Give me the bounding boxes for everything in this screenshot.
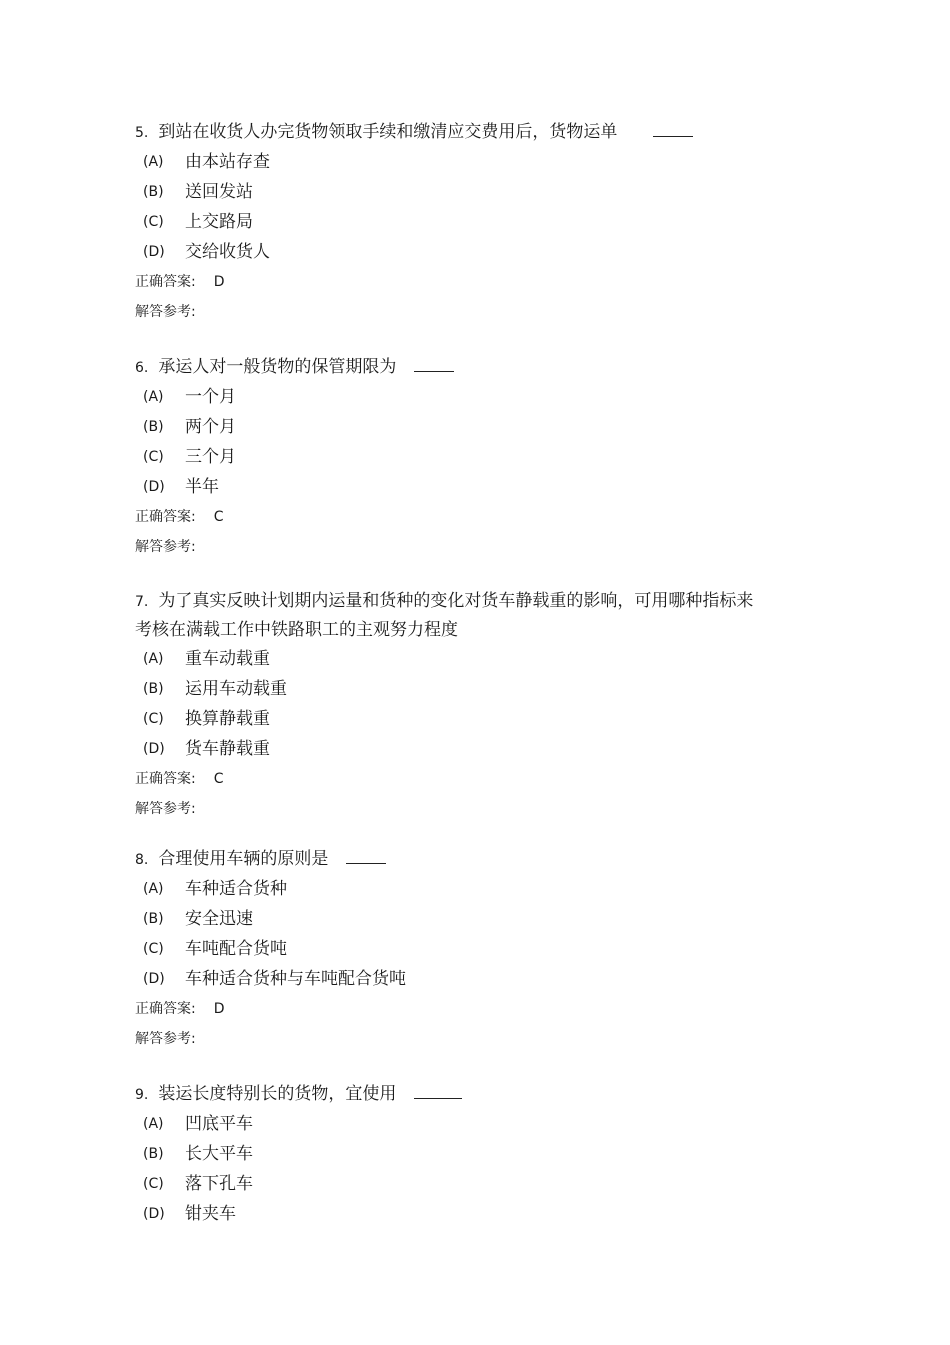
option-text: 换算静载重: [185, 709, 270, 729]
option-text: 重车动载重: [185, 649, 270, 669]
option-letter: (C): [143, 214, 164, 230]
option-text: 车种适合货种与车吨配合货吨: [185, 969, 406, 989]
answer-label: 正确答案:: [135, 509, 196, 525]
question-stem: [135, 1080, 775, 1109]
option-text: 车吨配合货吨: [185, 939, 287, 959]
answer-value: C: [213, 509, 224, 525]
question-number: 5.: [135, 125, 149, 141]
question-9: [135, 1080, 775, 1229]
answer-label: 正确答案:: [135, 274, 196, 290]
explanation: [135, 297, 775, 327]
option-letter: (C): [143, 711, 164, 727]
answer-blank: [414, 1084, 462, 1099]
question-6: [135, 353, 775, 562]
option-c: [135, 442, 775, 472]
option-letter: (A): [143, 1116, 164, 1132]
option-letter: (D): [143, 741, 165, 757]
question-8: [135, 845, 775, 1054]
option-text: 三个月: [185, 447, 236, 467]
option-letter: (B): [143, 911, 164, 927]
correct-answer: [135, 764, 755, 794]
answer-blank: [346, 849, 386, 864]
answer-blank: [414, 357, 454, 372]
option-text: 车种适合货种: [185, 879, 287, 899]
question-7: [135, 587, 755, 824]
option-text: 由本站存查: [185, 152, 270, 172]
question-number: 7.: [135, 594, 149, 610]
option-letter: (A): [143, 651, 164, 667]
option-letter: (D): [143, 479, 165, 495]
answer-value: D: [213, 1001, 225, 1017]
option-d: [135, 964, 775, 994]
option-text: 送回发站: [185, 182, 253, 202]
option-letter: (A): [143, 389, 164, 405]
option-a: [135, 147, 775, 177]
correct-answer: [135, 502, 775, 532]
option-a: [135, 874, 775, 904]
option-text: 安全迅速: [185, 909, 253, 929]
option-d: [135, 237, 775, 267]
option-text: 钳夹车: [185, 1204, 236, 1224]
explanation-label: 解答参考:: [135, 1031, 196, 1047]
question-number: 8.: [135, 852, 149, 868]
explanation: [135, 794, 755, 824]
explanation: [135, 1024, 775, 1054]
question-stem: [135, 845, 775, 874]
option-a: [135, 382, 775, 412]
option-letter: (B): [143, 1146, 164, 1162]
question-number: 6.: [135, 360, 149, 376]
question-stem: [135, 353, 775, 382]
answer-value: D: [213, 274, 225, 290]
explanation-label: 解答参考:: [135, 539, 196, 555]
option-b: [135, 412, 775, 442]
option-text: 一个月: [185, 387, 236, 407]
option-text: 落下孔车: [185, 1174, 253, 1194]
option-letter: (C): [143, 941, 164, 957]
option-letter: (A): [143, 154, 164, 170]
answer-label: 正确答案:: [135, 771, 196, 787]
answer-value: C: [213, 771, 224, 787]
option-letter: (B): [143, 419, 164, 435]
question-5: [135, 118, 775, 327]
question-text: 合理使用车辆的原则是: [158, 849, 329, 869]
option-letter: (A): [143, 881, 164, 897]
explanation: [135, 532, 775, 562]
option-letter: (B): [143, 184, 164, 200]
option-b: [135, 904, 775, 934]
option-letter: (D): [143, 971, 165, 987]
option-text: 交给收货人: [185, 242, 270, 262]
question-text: 为了真实反映计划期内运量和货种的变化对货车静载重的影响，可用哪种指标来考核在满载工作中铁路职工的主观努力程度: [135, 591, 754, 640]
question-stem: [135, 587, 755, 644]
option-text: 两个月: [185, 417, 236, 437]
option-text: 半年: [185, 477, 219, 497]
option-b: [135, 674, 755, 704]
question-text: 到站在收货人办完货物领取手续和缴清应交费用后，货物运单: [158, 122, 618, 142]
option-b: [135, 1139, 775, 1169]
option-d: [135, 734, 755, 764]
option-text: 长大平车: [185, 1144, 253, 1164]
option-text: 运用车动载重: [185, 679, 287, 699]
option-d: [135, 1199, 775, 1229]
option-c: [135, 1169, 775, 1199]
option-text: 凹底平车: [185, 1114, 253, 1134]
option-b: [135, 177, 775, 207]
correct-answer: [135, 994, 775, 1024]
explanation-label: 解答参考:: [135, 304, 196, 320]
option-letter: (C): [143, 449, 164, 465]
option-a: [135, 644, 755, 674]
explanation-label: 解答参考:: [135, 801, 196, 817]
option-text: 上交路局: [185, 212, 253, 232]
option-a: [135, 1109, 775, 1139]
option-d: [135, 472, 775, 502]
option-letter: (C): [143, 1176, 164, 1192]
option-text: 货车静载重: [185, 739, 270, 759]
option-c: [135, 704, 755, 734]
question-text: 承运人对一般货物的保管期限为: [158, 357, 397, 377]
answer-label: 正确答案:: [135, 1001, 196, 1017]
option-c: [135, 934, 775, 964]
option-letter: (D): [143, 244, 165, 260]
option-c: [135, 207, 775, 237]
question-stem: [135, 118, 775, 147]
correct-answer: [135, 267, 775, 297]
answer-blank: [653, 122, 693, 137]
option-letter: (B): [143, 681, 164, 697]
question-text: 装运长度特别长的货物，宜使用: [158, 1084, 397, 1104]
option-letter: (D): [143, 1206, 165, 1222]
question-number: 9.: [135, 1087, 149, 1103]
